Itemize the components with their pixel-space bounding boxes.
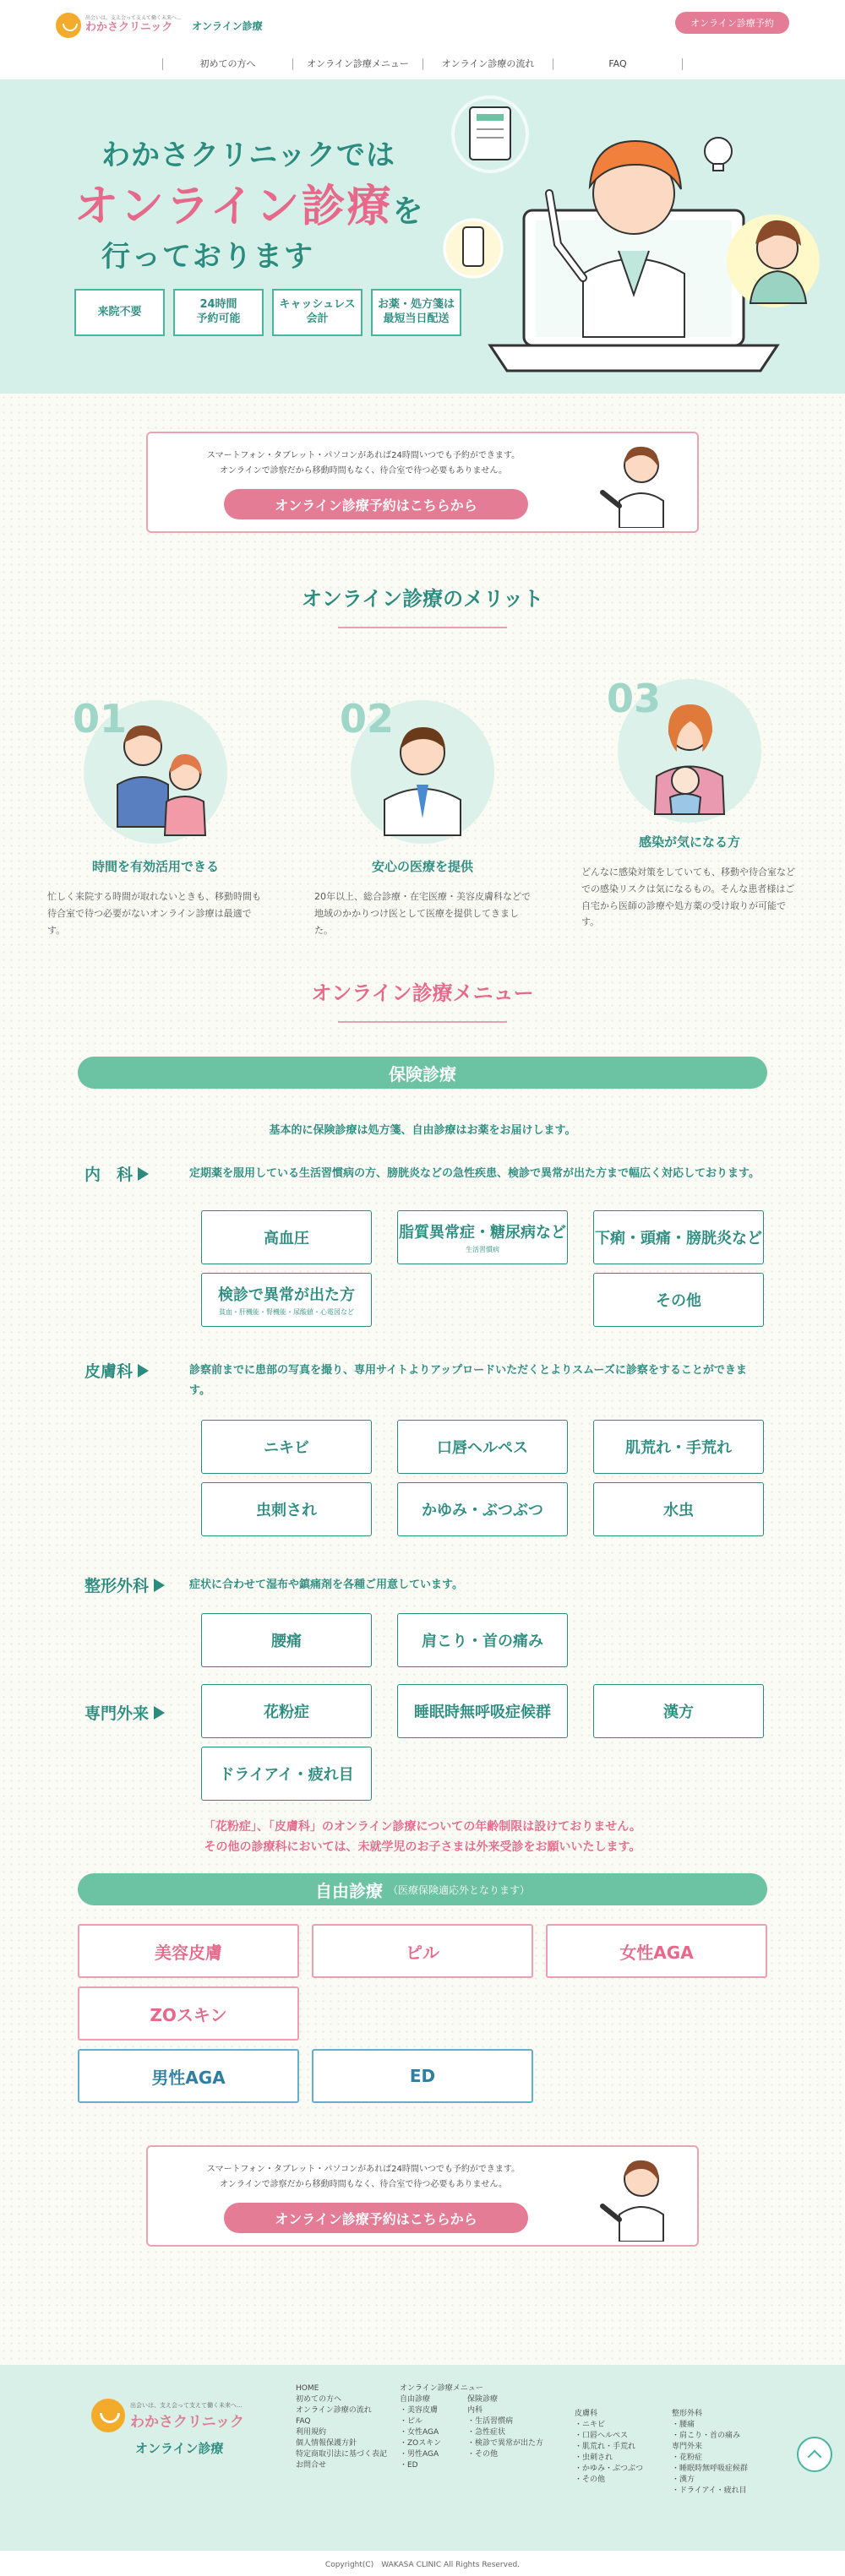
footer-link[interactable]: 特定商取引法に基づく表記 [296,2450,388,2459]
copyright: Copyright(C) WAKASA CLINIC All Rights Reserved. [0,2551,845,2576]
footer-link[interactable]: ・かゆみ・ぶつぶつ [575,2465,644,2474]
merit-number: 01 [73,696,128,742]
menu-cell-rough-skin[interactable]: 肌荒れ・手荒れ [593,1420,764,1474]
menu-cell-herpes[interactable]: 口唇ヘルペス [397,1420,568,1474]
hero-badges [74,289,461,336]
dept-special-name: 専門外来 [78,1701,189,1724]
dept-ortho [78,1573,767,1667]
hero-line2-particle: を [392,194,423,229]
footer-link[interactable]: ・ピル [400,2417,423,2427]
triangle-right-icon [154,1579,165,1592]
free-cell-zo-skin[interactable]: ZOスキン [78,1986,299,2041]
menu-cell-hay-fever[interactable]: 花粉症 [201,1684,372,1738]
footer-link[interactable]: ・ED [400,2461,418,2470]
free-cell-placeholder [312,1986,533,2041]
footer-link[interactable]: ・漢方 [672,2475,695,2485]
footer-logo-sub: オンライン診療 [135,2441,224,2457]
merit-item-1 [47,696,264,938]
footer-col-insurance [467,2394,543,2460]
insurance-bar: 保険診療 [78,1057,767,1089]
footer-link[interactable]: HOME [296,2384,319,2394]
badge-delivery: お薬・処方箋は 最短当日配送 [371,289,461,336]
free-cell-placeholder [546,1986,767,2041]
footer-col-ortho [672,2409,748,2497]
footer-link[interactable]: 皮膚科 [575,2410,598,2419]
footer-col-derma [575,2409,643,2486]
dept-ortho-name: 整形外科 [78,1573,189,1596]
insurance-lead: 基本的に保険診療は処方箋、自由診療はお薬をお届けします。 [269,1124,576,1138]
age-notice-1: 「花粉症」、「皮膚科」のオンライン診療についての年齢制限は設けておりません。 [203,1820,642,1834]
menu-cell-hypertension[interactable]: 高血圧 [201,1210,372,1264]
cta-line2: オンラインで診察だから移動時間もなく、待合室で待つ必要もありません。 [219,2179,508,2189]
free-cell-beauty-skin[interactable]: 美容皮膚 [78,1924,299,1978]
free-cell-male-aga[interactable]: 男性AGA [78,2049,299,2103]
cta-reserve-button[interactable]: オンライン診療予約はこちらから [224,489,528,519]
nav-first-visit[interactable]: 初めての方へ [162,58,292,70]
nav-faq[interactable]: FAQ [553,58,683,70]
hero-line1: わかさクリニックでは [101,139,395,172]
footer-logo-tagline: 出会いは、支え会って支えて働く未来へ… [130,2401,243,2409]
merit-number: 02 [340,696,395,742]
internal-grid [201,1210,767,1327]
logo-tagline: 出会いは、支え会って支えて働く未来へ… [85,15,183,22]
footer-link[interactable]: ・口唇ヘルペス [575,2432,629,2441]
footer-link[interactable]: 自由診療 [400,2395,431,2405]
dept-derma-desc: 診察前までに患部の写真を撮り、専用サイトよりアップロードいただくとよりスムーズに診察をすることができます。 [189,1364,747,1398]
footer-link[interactable]: ・肩こり・首の痛み [672,2432,741,2441]
merits-list [0,676,845,938]
menu-cell-sleep-apnea[interactable]: 睡眠時無呼吸症候群 [397,1684,568,1738]
merits-title-underline [338,627,507,628]
footer-link[interactable]: ・女性AGA [400,2428,439,2437]
global-nav [0,49,845,79]
menu-cell-back-pain[interactable]: 腰痛 [201,1613,372,1667]
footer-link[interactable]: FAQ [296,2417,311,2427]
nurse-illustration [596,440,680,528]
free-cell-pill[interactable]: ピル [312,1924,533,1978]
menu-cell-acute[interactable]: 下痢・頭痛・膀胱炎など [593,1210,764,1264]
badge-no-visit: 来院不要 [74,289,165,336]
merits-title: オンライン診療のメリット [301,587,544,611]
cta-reserve-button[interactable]: オンライン診療予約はこちらから [224,2203,528,2233]
nav-online-menu[interactable]: オンライン診療メニュー [292,58,422,70]
footer-link[interactable]: ・美容皮膚 [400,2406,439,2416]
merit-title: 安心の医療を提供 [371,859,473,874]
dept-internal-name: 内 科 [78,1162,189,1185]
footer-link[interactable]: ・検診で異常が出た方 [467,2439,544,2448]
footer-link[interactable]: 利用規約 [296,2428,327,2437]
menu-cell-dry-eye[interactable]: ドライアイ・疲れ目 [201,1747,372,1801]
badge-24h: 24時間 予約可能 [173,289,264,336]
menu-cell-kampo[interactable]: 漢方 [593,1684,764,1738]
ortho-grid [201,1613,767,1667]
free-grid [78,1924,767,2103]
badge-cashless: キャッシュレス 会計 [272,289,363,336]
dept-special [78,1684,767,1801]
free-bar: 自由診療 （医療保険適応外となります） [78,1873,767,1905]
menu-cell-lifestyle[interactable]: 脂質異常症・糖尿病など 生活習慣病 [397,1210,568,1264]
header-reserve-button[interactable]: オンライン診療予約 [675,12,789,34]
dept-derma [78,1359,767,1536]
cta-line1: スマートフォン・タブレット・パソコンがあれば24時間いつでも予約ができます。 [206,2165,521,2175]
footer-link[interactable]: オンライン診療の流れ [296,2406,372,2416]
free-cell-ed[interactable]: ED [312,2049,533,2103]
main-content [0,394,845,2365]
footer-col-main [296,2383,387,2471]
merit-desc: 忙しく来院する時間が取れないときも、移動時間も待合室で待つ必要がないオンライン診療は最適です。 [47,891,261,936]
logo-sub: オンライン診療 [192,19,263,32]
merit-title: 時間を有効活用できる [91,859,219,874]
triangle-right-icon [138,1167,149,1181]
merit-desc: 20年以上、総合診療・在宅医療・美容皮膚科などで地域のかかりつけ医として医療を提供してきました。 [314,891,531,936]
special-grid [201,1684,767,1801]
nurse-illustration [596,2154,680,2242]
footer-link[interactable]: ・急性症状 [467,2428,506,2437]
footer-link[interactable]: オンライン診療メニュー [400,2384,483,2394]
cta-line2: オンラインで診察だから移動時間もなく、待合室で待つ必要もありません。 [219,465,508,476]
site-logo[interactable] [56,13,263,38]
merit-item-2 [314,696,531,938]
age-notice-2: その他の診療科においては、未就学児のお子さまは外来受診をお願いいたします。 [204,1840,641,1855]
triangle-right-icon [154,1706,165,1720]
dept-derma-name: 皮膚科 [78,1359,189,1382]
doctor-laptop-illustration [439,92,828,388]
derma-grid [201,1420,767,1536]
footer-link[interactable]: ・ドライアイ・疲れ目 [672,2486,747,2496]
smile-sun-icon [56,13,81,38]
footer-link[interactable]: ・生活習慣病 [467,2417,514,2427]
back-to-top-button[interactable] [797,2437,832,2472]
smile-sun-icon [91,2399,125,2432]
triangle-right-icon [138,1364,149,1378]
cta-box-bottom [146,2145,699,2247]
menu-title: オンライン診療メニュー [311,981,534,1006]
dept-internal [78,1162,767,1327]
footer-link[interactable]: 専門外来 [672,2443,703,2452]
merit-number: 03 [607,676,662,721]
footer-link[interactable]: 初めての方へ [296,2395,342,2405]
cta-line1: スマートフォン・タブレット・パソコンがあれば24時間いつでも予約ができます。 [206,451,521,460]
hero [0,79,845,394]
menu-cell-other[interactable]: その他 [593,1273,764,1327]
nav-flow[interactable]: オンライン診療の流れ [422,58,553,70]
footer-link[interactable]: ・ZOスキン [400,2439,442,2448]
footer-link[interactable]: ・腰痛 [672,2421,695,2430]
site-footer [0,2365,845,2551]
footer-link[interactable]: お問合せ [296,2461,327,2470]
menu-cell-athletes-foot[interactable]: 水虫 [593,1482,764,1536]
footer-link[interactable]: ・その他 [467,2450,499,2459]
menu-cell-itch[interactable]: かゆみ・ぶつぶつ [397,1482,568,1536]
footer-link[interactable]: ・男性AGA [400,2450,439,2459]
dept-ortho-desc: 症状に合わせて湿布や鎮痛剤を各種ご用意しています。 [189,1579,463,1592]
logo-name: わかさクリニック [85,21,173,35]
footer-link[interactable]: 個人情報保護方針 [296,2439,357,2448]
menu-cell-stiff-shoulder[interactable]: 肩こり・首の痛み [397,1613,568,1667]
site-header [0,0,845,49]
menu-cell-checkup[interactable]: 検診で異常が出た方 貧血・肝機能・腎機能・尿酸値・心電図など [201,1273,372,1327]
merit-item-3 [581,676,798,938]
cta-box-top [146,432,699,533]
menu-cell-insect-bite[interactable]: 虫刺され [201,1482,372,1536]
chevron-up-icon [808,2450,822,2465]
merit-desc: どんなに感染対策をしていても、移動や待合室などでの感染リスクは気になるもの。そんな患者様はご自宅から医師の診療や処方薬の受け取りが可能です。 [581,867,795,928]
footer-link[interactable]: ・ニキビ [575,2421,606,2430]
footer-link[interactable]: ・その他 [575,2475,606,2485]
hero-line3: 行っております [101,240,314,274]
footer-logo-name: わかさクリニック [130,2413,244,2431]
free-cell-female-aga[interactable]: 女性AGA [546,1924,767,1978]
merit-title: 感染が気になる方 [638,834,740,850]
footer-link[interactable]: ・睡眠時無呼吸症候群 [672,2465,749,2474]
footer-link[interactable]: 内科 [467,2406,483,2416]
footer-link[interactable]: ・花粉症 [672,2454,703,2463]
menu-cell-acne[interactable]: ニキビ [201,1420,372,1474]
hero-line2 [74,171,422,234]
footer-link[interactable]: 保険診療 [467,2395,499,2405]
footer-link[interactable]: ・肌荒れ・手荒れ [575,2443,636,2452]
hero-line2-main: オンライン診療 [74,182,393,232]
footer-link[interactable]: ・虫刺され [575,2454,613,2463]
dept-internal-desc: 定期薬を服用している生活習慣病の方、膀胱炎などの急性疾患、検診で異常が出た方まで幅広く対応しております。 [189,1167,760,1181]
footer-logo[interactable] [91,2399,244,2457]
footer-link[interactable]: 整形外科 [672,2410,703,2419]
